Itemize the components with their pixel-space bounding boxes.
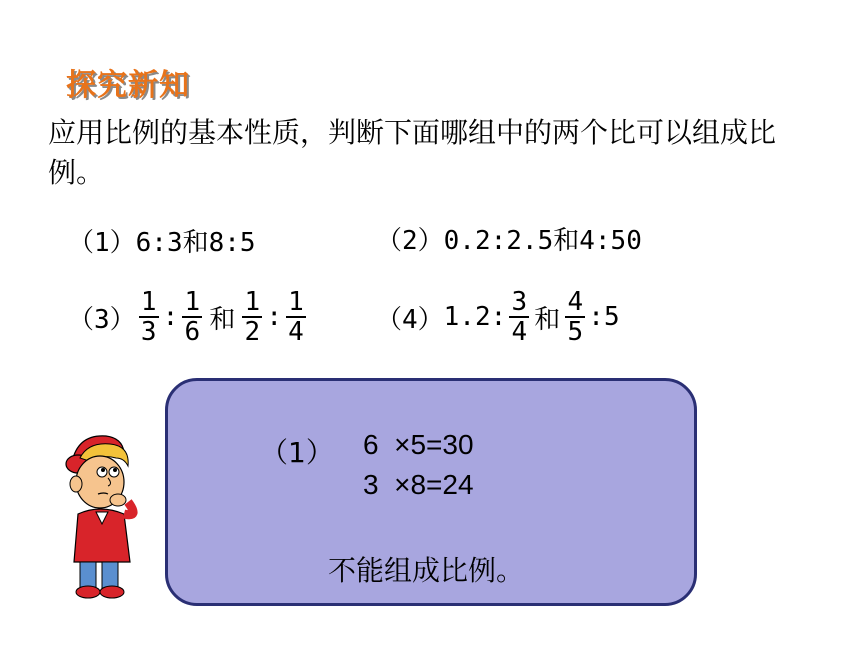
fraction-a: $\frac{1}{3}$ xyxy=(139,288,159,346)
problem-3-label: （3） xyxy=(68,304,136,335)
problem-1-label: （1） xyxy=(68,228,136,258)
and-word: 和 xyxy=(534,304,561,335)
question-text: 应用比例的基本性质，判断下面哪组中的两个比可以组成比例。 xyxy=(48,116,777,189)
problem-2 xyxy=(376,220,642,257)
colon: : xyxy=(162,302,179,332)
section-title: 探究新知 xyxy=(66,68,190,103)
answer-line-1: 6 ×5=30 xyxy=(363,429,474,460)
problem-4-lead: 1.2: xyxy=(443,302,507,332)
fraction-d: $\frac{1}{4}$ xyxy=(286,288,306,346)
problem-2-text: 0.2:2.5和4:50 xyxy=(443,226,642,256)
fraction-a: $\frac{3}{4}$ xyxy=(509,288,529,346)
and-word: 和 xyxy=(209,304,236,335)
fraction-b: $\frac{1}{6}$ xyxy=(182,288,202,346)
answer-conclusion: 不能组成比例。 xyxy=(328,554,525,587)
answer-line-2: 3 ×8=24 xyxy=(363,469,474,500)
problem-1-text: 6:3和8:5 xyxy=(135,228,256,258)
colon: : xyxy=(266,302,282,332)
problem-1 xyxy=(68,222,256,259)
problem-4 xyxy=(376,288,620,346)
problem-3 xyxy=(68,288,309,346)
answer-box xyxy=(165,378,697,606)
answer-label: （1） xyxy=(260,436,334,469)
problem-2-label: （2） xyxy=(376,226,444,256)
thinking-boy-icon xyxy=(58,428,158,600)
problem-4-label: （4） xyxy=(376,304,444,335)
fraction-b: $\frac{4}{5}$ xyxy=(565,288,585,346)
problem-4-tail: :5 xyxy=(588,302,620,332)
fraction-c: $\frac{1}{2}$ xyxy=(242,288,262,346)
